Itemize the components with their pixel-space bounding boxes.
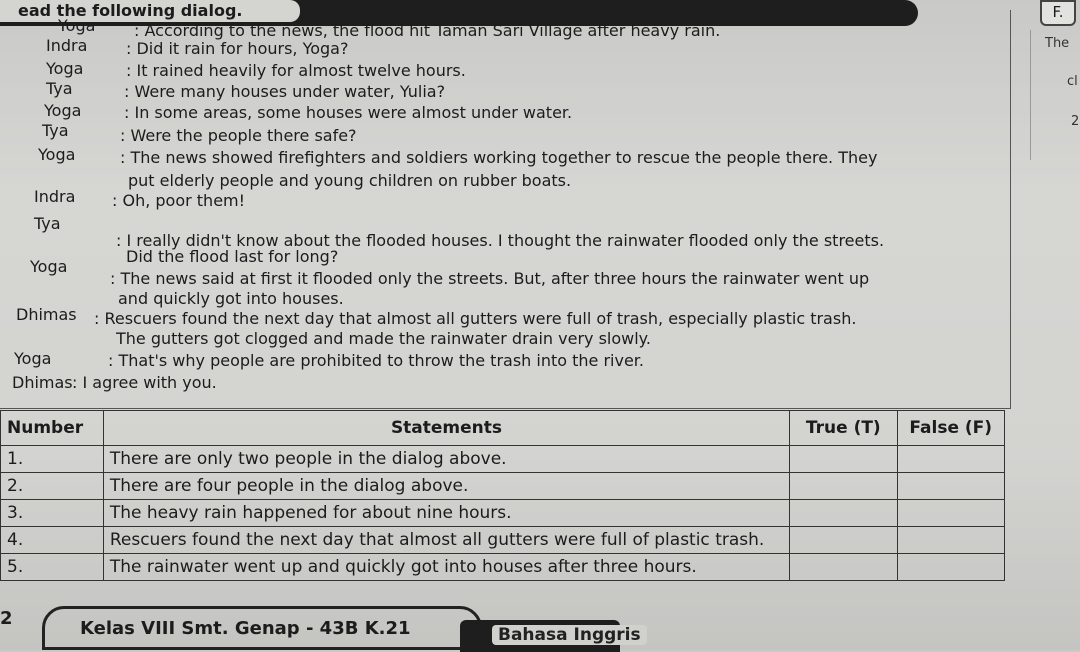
dialog-text: : The news showed firefighters and soldiers working together to rescue the people there. They: [120, 148, 878, 167]
true-answer-cell[interactable]: [790, 446, 897, 473]
row-number: 1.: [1, 446, 104, 473]
dialog-speaker: Dhimas: [16, 305, 77, 324]
header-false: False (F): [897, 411, 1005, 446]
dialog-speaker: Indra: [46, 36, 88, 55]
true-answer-cell[interactable]: [790, 473, 897, 500]
dialog-text: : That's why people are prohibited to throw the trash into the river.: [108, 351, 644, 370]
row-statement: There are only two people in the dialog above.: [103, 446, 789, 473]
dialog-speaker: Yoga: [14, 349, 52, 368]
dialog-text: : Were many houses under water, Yulia?: [124, 82, 446, 101]
dialog-text: : Oh, poor them!: [112, 191, 246, 210]
header-statements: Statements: [103, 411, 789, 446]
dialog-speaker: Yoga: [38, 145, 76, 164]
table-row: [1, 500, 1005, 527]
row-number: 4.: [1, 527, 104, 554]
cut-text-2: cl: [1067, 74, 1078, 89]
dialog-text: : It rained heavily for almost twelve hours.: [126, 61, 466, 80]
false-answer-cell[interactable]: [897, 473, 1005, 500]
subject-label: Bahasa Inggris: [492, 625, 647, 645]
section-letter-badge: F.: [1040, 0, 1076, 26]
statements-table: [0, 410, 1005, 581]
row-number: 2.: [1, 473, 104, 500]
true-answer-cell[interactable]: [790, 527, 897, 554]
dialog-text-continued: Did the flood last for long?: [126, 247, 339, 266]
dialog-text-continued: The gutters got clogged and made the rainwater drain very slowly.: [116, 329, 651, 348]
table-row: [1, 446, 1005, 473]
true-answer-cell[interactable]: [790, 500, 897, 527]
dialog-speaker: Indra: [34, 187, 76, 206]
dialog-text-continued: and quickly got into houses.: [118, 289, 344, 308]
true-answer-cell[interactable]: [790, 554, 897, 581]
table-row: [1, 473, 1005, 500]
dialog-text: : Were the people there safe?: [120, 126, 357, 145]
dialog-text: : Did it rain for hours, Yoga?: [126, 39, 349, 58]
cut-text-3: 2: [1071, 114, 1080, 129]
class-label: Kelas VIII Smt. Genap - 43B K.21: [80, 618, 411, 639]
dialog-speaker: Tya: [34, 214, 61, 233]
dialog-speaker: Yoga: [46, 59, 84, 78]
dialog-speaker: Yoga: [44, 101, 82, 120]
row-statement: There are four people in the dialog above.: [103, 473, 789, 500]
table-row: [1, 554, 1005, 581]
dialog-speaker: Tya: [42, 121, 69, 140]
header-number: Number: [1, 411, 104, 446]
instruction-heading: ead the following dialog.: [0, 0, 300, 22]
dialog-speaker: Yoga: [58, 16, 96, 35]
row-statement: The heavy rain happened for about nine hours.: [103, 500, 789, 527]
statements-table-wrap: [0, 410, 1005, 578]
page-footer: [0, 600, 1080, 650]
row-number: 3.: [1, 500, 104, 527]
dialog-text-continued: put elderly people and young children on rubber boats.: [128, 171, 572, 190]
row-statement: Rescuers found the next day that almost all gutters were full of plastic trash.: [103, 527, 789, 554]
dialog-text: : I really didn't know about the flooded houses. I thought the rainwater flooded only the streets.: [116, 231, 885, 250]
dialog-speaker: Yoga: [30, 257, 68, 276]
false-answer-cell[interactable]: [897, 554, 1005, 581]
row-statement: The rainwater went up and quickly got into houses after three hours.: [103, 554, 789, 581]
false-answer-cell[interactable]: [897, 500, 1005, 527]
table-row: [1, 527, 1005, 554]
dialog-text: : Rescuers found the next day that almost all gutters were full of trash, especially plastic trash.: [94, 309, 857, 328]
false-answer-cell[interactable]: [897, 527, 1005, 554]
page-number: 2: [0, 608, 13, 629]
cut-text-1: The: [1045, 36, 1070, 51]
false-answer-cell[interactable]: [897, 446, 1005, 473]
dialog-text: : The news said at first it flooded only the streets. But, after three hours the rainwater went up: [110, 269, 870, 288]
table-header-row: [1, 411, 1005, 446]
dialog-text: : I agree with you.: [72, 373, 217, 392]
dialog-speaker: Tya: [46, 79, 73, 98]
dialog-text: : According to the news, the flood hit Taman Sari Village after heavy rain.: [134, 21, 721, 40]
row-number: 5.: [1, 554, 104, 581]
header-true: True (T): [790, 411, 897, 446]
right-cut-panel: [1030, 30, 1080, 160]
dialog-speaker: Dhimas: [12, 373, 73, 392]
dialog-text: : In some areas, some houses were almost under water.: [124, 103, 573, 122]
